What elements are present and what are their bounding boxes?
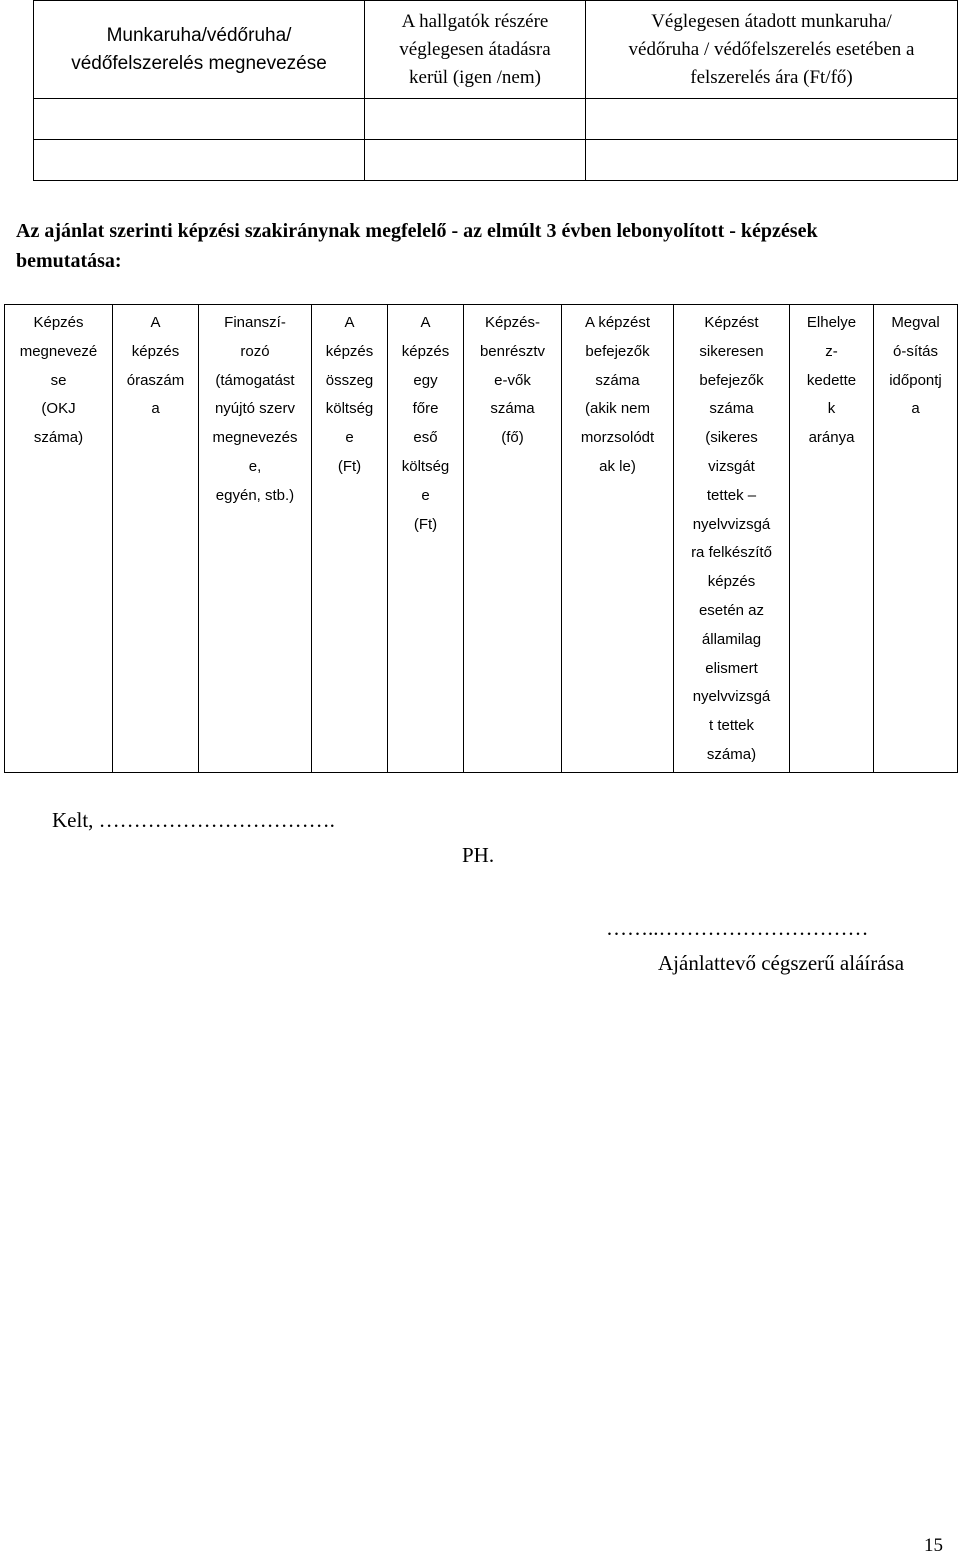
table-row [34, 99, 958, 140]
signature-line: ……..………………………… [606, 916, 869, 940]
workwear-table-header-row [34, 1, 958, 99]
workwear-table [33, 0, 958, 181]
section-heading: Az ajánlat szerinti képzési szakiránynak megfelelő - az elmúlt 3 évben lebonyolított - képzések bemutatása: [16, 220, 818, 272]
col-placement-rate: Elhelye z- kedette k aránya [790, 305, 874, 773]
col-training-hours: A képzés óraszám a [113, 305, 199, 773]
empty-cell[interactable] [34, 99, 365, 140]
stamp-placeholder: PH. [462, 843, 495, 867]
empty-cell[interactable] [586, 140, 958, 181]
trainings-header-row [5, 305, 958, 773]
col-training-name: Képzés megnevezé se (OKJ száma) [5, 305, 113, 773]
final-handover-header: A hallgatók részére véglegesen átadásra kerül (igen /nem) [365, 1, 586, 99]
col-cost-per-person: A képzés egy főre eső költség e (Ft) [388, 305, 464, 773]
date-line: Kelt, ……………………………. [52, 808, 335, 832]
trainings-table [4, 304, 958, 773]
empty-cell[interactable] [365, 140, 586, 181]
workwear-name-header: Munkaruha/védőruha/ védőfelszerelés megnevezése [34, 1, 365, 99]
empty-cell[interactable] [34, 140, 365, 181]
equipment-price-header: Véglegesen átadott munkaruha/ védőruha / védőfelszerelés esetében a felszerelés ára (Ft/fő) [586, 1, 958, 99]
col-financier: Finanszí- rozó (támogatást nyújtó szerv megnevezés e, egyén, stb.) [199, 305, 312, 773]
col-total-cost: A képzés összeg költség e (Ft) [312, 305, 388, 773]
page-number: 15 [924, 1535, 943, 1556]
col-completion-date: Megval ó-sítás időpontj a [874, 305, 958, 773]
empty-cell[interactable] [586, 99, 958, 140]
empty-cell[interactable] [365, 99, 586, 140]
signature-label: Ajánlattevő cégszerű aláírása [658, 951, 905, 975]
col-successful-completers: Képzést sikeresen befejezők száma (sikeres vizsgát tettek – nyelvvizsgá ra felkészítő képzés esetén az államilag elismert nyelvvizsgá t tettek száma) [674, 305, 790, 773]
col-completers: A képzést befejezők száma (akik nem morzsolódt ak le) [562, 305, 674, 773]
table-row [34, 140, 958, 181]
col-participants: Képzés- benrésztv e-vők száma (fő) [464, 305, 562, 773]
